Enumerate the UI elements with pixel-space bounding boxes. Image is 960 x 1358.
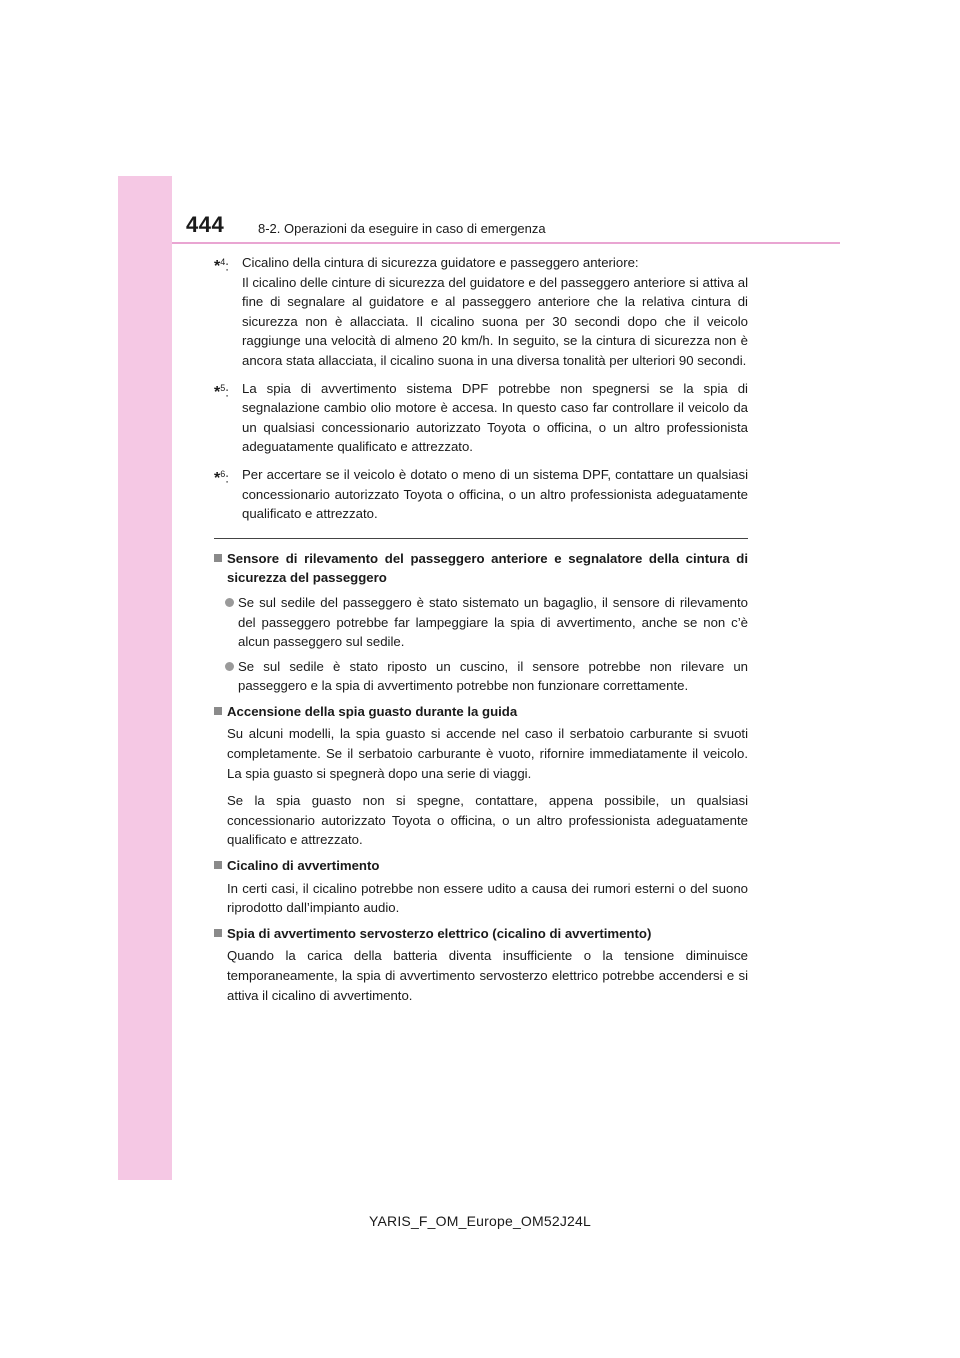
section-passenger-sensor [214,549,748,696]
paragraph: Quando la carica della batteria diventa insufficiente o la tensione diminuisce temporaneamente, la spia di avvertimento servosterzo elettrico potrebbe accendersi e si attiva il cicalino di avvertimento. [227,948,748,1003]
footnote-marker: *$^5$: [214,382,229,401]
footnote-4 [214,253,748,371]
section-eps-warning [214,924,748,1005]
square-bullet-icon [214,707,222,715]
header-rule [172,242,840,244]
section-heading: Cicalino di avvertimento [214,856,748,876]
page-content [214,253,748,1011]
list-item: Se sul sedile è stato riposto un cuscino, il sensore potrebbe non rilevare un passeggero e la spia di avvertimento potrebbe non funzionare correttamente. [214,657,748,696]
footer-doc-code: YARIS_F_OM_Europe_OM52J24L [368,1213,592,1229]
paragraph: Su alcuni modelli, la spia guasto si accende nel caso il serbatoio carburante si svuoti completamente. Se il serbatoio carburante è vuoto, rifornire immediatamente il veicolo. La spia guasto si spegnerà dopo una serie di viaggi. [227,726,748,781]
footnote-text: La spia di avvertimento sistema DPF potrebbe non spegnersi se la spia di segnalazione cambio olio motore è accesa. In questo caso far controllare il veicolo da un qualsiasi concessionario autorizzato Toyota o officina, o un altro professionista adeguatamente qualificato e attrezzato. [242,380,748,455]
footnote-6 [214,465,748,524]
section-heading: Spia di avvertimento servosterzo elettrico (cicalino di avvertimento) [214,924,748,944]
square-bullet-icon [214,861,222,869]
section-title: 8-2. Operazioni da eseguire in caso di emergenza [258,221,546,236]
section-heading: Accensione della spia guasto durante la guida [214,702,748,722]
list-item: Se sul sedile del passeggero è stato sistemato un bagaglio, il sensore di rilevamento del passeggero potrebbe far lampeggiare la spia di avvertimento, anche se non c’è alcun passeggero sul sedile. [214,593,748,652]
circle-bullet-icon [225,598,234,607]
footnote-text: Cicalino della cintura di sicurezza guidatore e passeggero anteriore: [242,255,639,270]
square-bullet-icon [214,554,222,562]
section-warning-buzzer [214,856,748,918]
footnote-marker: *$^6$: [214,468,229,488]
paragraph: In certi casi, il cicalino potrebbe non essere udito a causa dei rumori esterni o del suono riprodotto dall’impianto audio. [227,880,748,916]
paragraph: Se la spia guasto non si spegne, contattare, appena possibile, un qualsiasi concessionario autorizzato Toyota o officina, o un altro professionista adeguatamente qualificato e attrezzato. [227,793,748,848]
page-side-tab [118,176,172,1180]
circle-bullet-icon [225,662,234,671]
section-heading: Sensore di rilevamento del passeggero anteriore e segnalatore della cintura di sicurezza del passeggero [214,549,748,588]
footnote-text: Il cicalino delle cinture di sicurezza del guidatore e del passeggero anteriore si attiva al fine di segnalare al guidatore e al passeggero anteriore che la relativa cintura di sicurezza non è allacciata. Il cicalino suona per 30 secondi dopo che il veicolo raggiunge una velocità di almeno 20 km/h. In seguito, se la cintura di sicurezza non è ancora stata allacciata, il cicalino suona in una diversa tonalità per ulteriori 90 secondi. [242,274,748,368]
section-malfunction-light [214,702,748,850]
footnote-text: Per accertare se il veicolo è dotato o meno di un sistema DPF, contattare un qualsiasi concessionario autorizzato Toyota o officina, o un altro professionista adeguatamente qualificato e attrezzato. [242,466,748,522]
footnote-marker: *$^4$: [214,257,229,276]
footnote-5 [214,379,748,457]
page-number: 444 [186,212,225,237]
square-bullet-icon [214,929,222,937]
section-divider [214,538,748,539]
